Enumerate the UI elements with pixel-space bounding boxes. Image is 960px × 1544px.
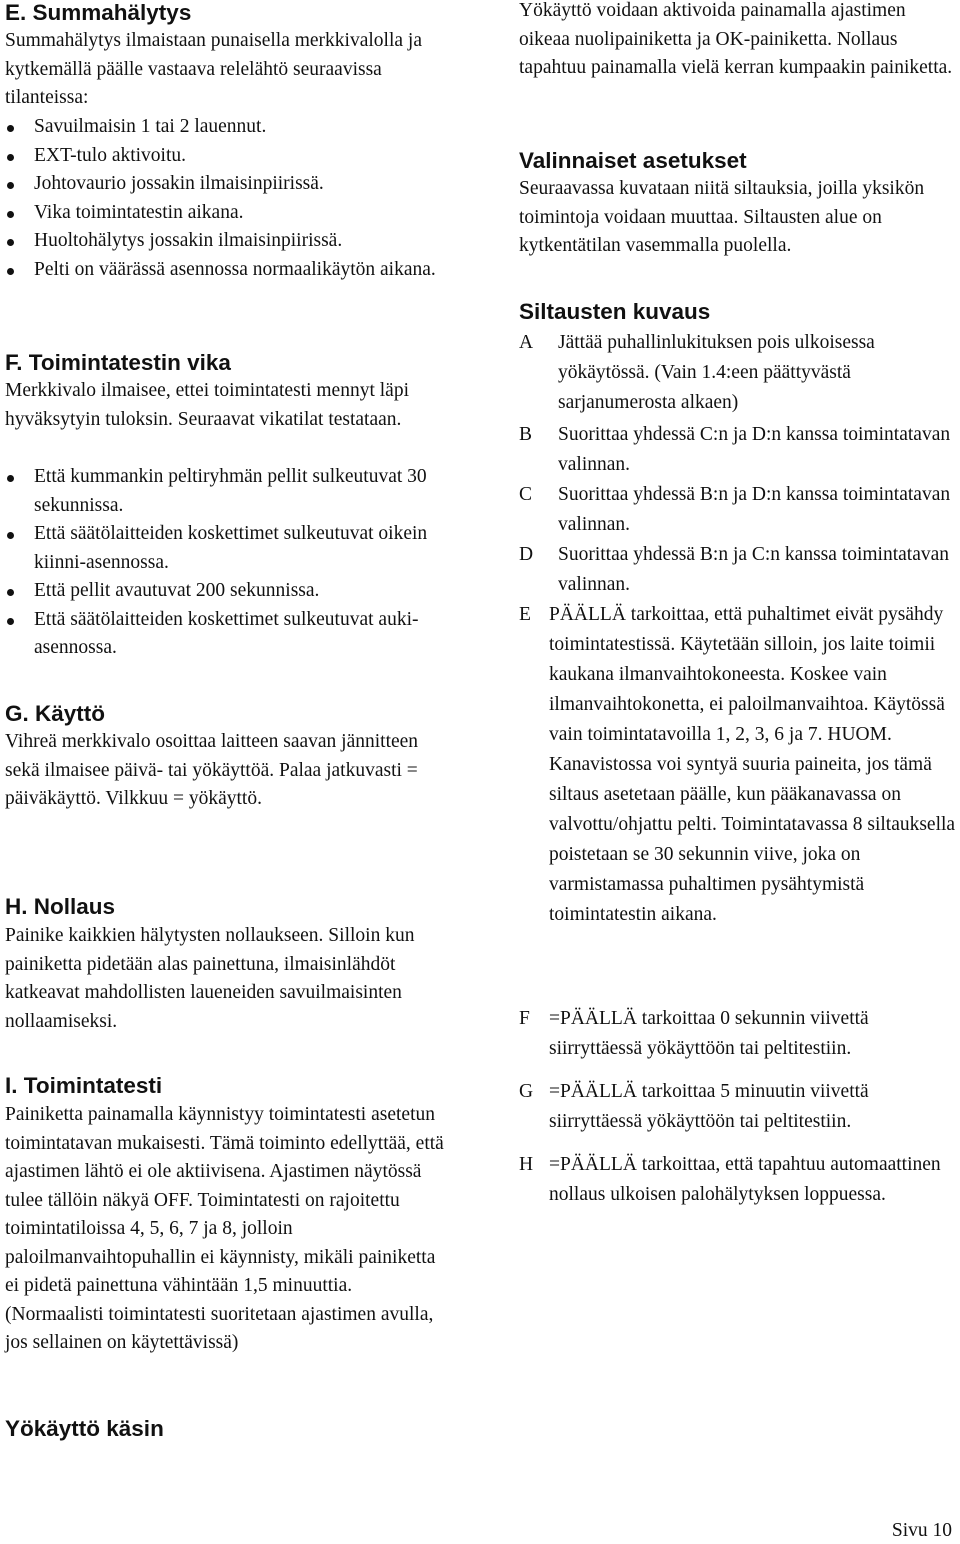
jumper-key: G [519, 1081, 534, 1102]
jumper-text: Suorittaa yhdessä B:n ja D:n kanssa toimintatavan valinnan. [558, 484, 951, 535]
list-item: Pelti on väärässä asennossa normaalikäytön aikana. [5, 256, 445, 285]
jumper-key: C [519, 484, 533, 505]
nollaus-body: Painike kaikkien hälytysten nollaukseen. Silloin kun painiketta pidetään alas painettuna, ilmaisinlähdöt katkeavat mahdollisten laueneiden savuilmaisinten nollaamiseksi. [5, 925, 415, 1032]
list-item: EXT-tulo aktivoitu. [5, 142, 445, 171]
jumper-key: B [519, 424, 533, 445]
heading-yokaytto-kasin: Yökäyttö käsin [5, 1416, 164, 1441]
list-item: Että pellit avautuvat 200 sekunnissa. [5, 577, 445, 606]
jumper-key: D [519, 544, 534, 565]
list-item: Vika toimintatestin aikana. [5, 199, 445, 228]
jumper-text: =PÄÄLLÄ tarkoittaa 5 minuutin viivettä siirryttäessä yökäyttöön tai peltitestiin. [549, 1081, 869, 1132]
jumper-key: H [519, 1154, 534, 1175]
yokaytto-body: Yökäyttö voidaan aktivoida painamalla ajastimen oikeaa nuolipainiketta ja OK-painiketta. Nollaus tapahtuu painamalla vielä kerran kumpaakin painiketta. [519, 0, 953, 78]
jumper-text: Suorittaa yhdessä B:n ja C:n kanssa toimintatavan valinnan. [558, 544, 950, 595]
list-item: Että säätölaitteiden koskettimet sulkeutuvat auki-asennossa. [5, 606, 445, 663]
heading-valinnaiset-asetukset: Valinnaiset asetukset [519, 148, 747, 173]
heading-summahalytys: E. Summahälytys [5, 0, 192, 25]
summahalytys-intro: Summahälytys ilmaistaan punaisella merkkivalolla ja kytkemällä päälle vastaava relelähtö seuraavissa tilanteissa: [5, 30, 422, 108]
heading-kaytto: G. Käyttö [5, 701, 106, 726]
jumper-text: Suorittaa yhdessä C:n ja D:n kanssa toimintatavan valinnan. [558, 424, 951, 475]
heading-siltausten-kuvaus: Siltausten kuvaus [519, 299, 711, 324]
toimintatestin-vika-intro: Merkkivalo ilmaisee, ettei toimintatesti mennyt läpi hyväksytyin tuloksin. Seuraavat vikatilat testataan. [5, 380, 409, 430]
jumper-list [519, 328, 959, 930]
list-item: Johtovaurio jossakin ilmaisinpiirissä. [5, 170, 445, 199]
kaytto-body: Vihreä merkkivalo osoittaa laitteen saavan jännitteen sekä ilmaisee päivä- tai yökäyttöä. Palaa jatkuvasti = päiväkäyttö. Vilkkuu = yökäyttö. [5, 731, 419, 809]
heading-toimintatestin-vika: F. Toimintatestin vika [5, 350, 231, 375]
toimintatestin-vika-list [5, 463, 445, 663]
jumper-item-f [519, 1004, 959, 1064]
list-item: Savuilmaisin 1 tai 2 lauennut. [5, 113, 445, 142]
jumper-item-a [519, 328, 959, 418]
jumper-item-g [519, 1077, 959, 1137]
jumper-list-fgh [519, 1004, 959, 1210]
jumper-text: Jättää puhallinlukituksen pois ulkoisessa yökäytössä. (Vain 1.4:een päättyvästä sarjanumerosta alkaen) [558, 332, 875, 413]
jumper-item-d [519, 540, 959, 600]
jumper-item-c [519, 480, 959, 540]
list-item: Huoltohälytys jossakin ilmaisinpiirissä. [5, 227, 445, 256]
jumper-item-b [519, 420, 959, 480]
list-item: Että säätölaitteiden koskettimet sulkeutuvat oikein kiinni-asennossa. [5, 520, 445, 577]
valinnaiset-asetukset-body: Seuraavassa kuvataan niitä siltauksia, joilla yksikön toimintoja voidaan muuttaa. Siltausten alue on kytkentätilan vasemmalla puolella. [519, 178, 925, 256]
page-number: Sivu 10 [891, 1520, 952, 1541]
heading-nollaus: H. Nollaus [5, 894, 116, 919]
jumper-key: F [519, 1008, 530, 1029]
jumper-text: PÄÄLLÄ tarkoittaa, että puhaltimet eivät pysähdy toimintatestissä. Käytetään silloin, jos laite toimii kaukana ilmanvaihtokoneesta. Koskee vain ilmanvaihtokonetta, ei paloilmanvaihtoa. Käytössä vain toimintatavoilla 1, 2, 3, 6 ja 7. HUOM. Kanavistossa voi syntyä suuria paineita, jos tämä siltaus asetetaan päälle, kun pääkanavassa on valvottu/ohjattu pelti. Toimintatavassa 8 siltauksella poistetaan se 30 sekunnin viive, joka on varmistamassa puhaltimen pysähtymistä toimintatestin aikana. [549, 604, 956, 925]
toimintatesti-body: Painiketta painamalla käynnistyy toimintatesti asetetun toimintatavan mukaisesti. Tämä toiminto edellyttää, että ajastimen lähtö ei ole aktiivisena. Ajastimen näytössä tulee tällöin näkyä OFF. Toimintatesti on rajoitettu toimintatiloissa 4, 5, 6, 7 ja 8, jolloin paloilmanvaihtopuhallin ei käynnisty, mikäli painiketta ei pidetä painettuna vähintään 1,5 minuuttia. (Normaalisti toimintatesti suoritetaan ajastimen avulla, jos sellainen on käytettävissä) [5, 1104, 444, 1353]
jumper-text: =PÄÄLLÄ tarkoittaa, että tapahtuu automaattinen nollaus ulkoisen palohälytyksen loppuessa. [549, 1154, 941, 1205]
jumper-text: =PÄÄLLÄ tarkoittaa 0 sekunnin viivettä siirryttäessä yökäyttöön tai peltitestiin. [549, 1008, 869, 1059]
jumper-key: A [519, 332, 534, 353]
jumper-item-h [519, 1150, 959, 1210]
list-item: Että kummankin peltiryhmän pellit sulkeutuvat 30 sekunnissa. [5, 463, 445, 520]
jumper-key: E [519, 604, 531, 625]
heading-toimintatesti: I. Toimintatesti [5, 1073, 163, 1098]
jumper-item-e [519, 600, 959, 930]
summahalytys-list [5, 113, 445, 284]
